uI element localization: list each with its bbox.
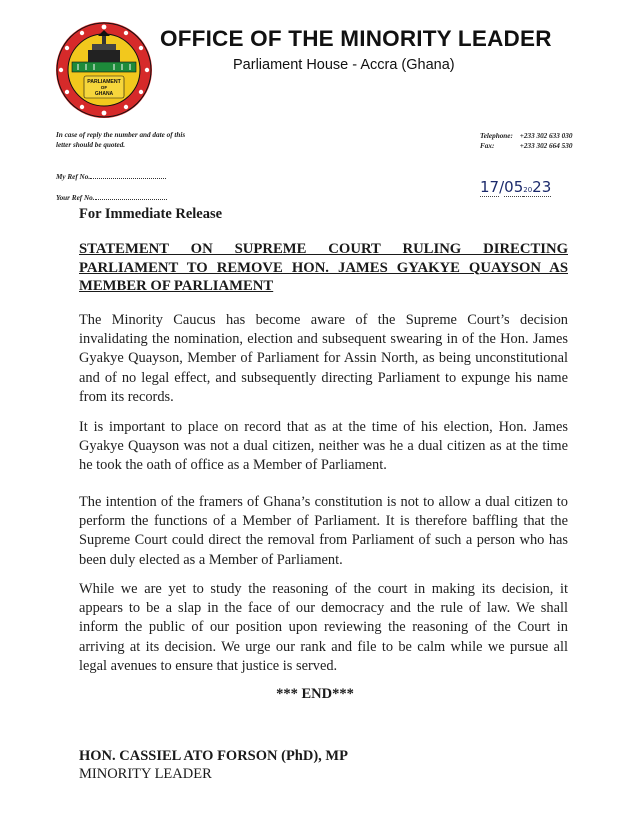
crest-lettering-1: PARLIAMENT [87,79,121,85]
end-marker: *** END*** [276,686,354,702]
fax-label: Fax: [480,142,495,150]
reply-note: In case of reply the number and date of this letter should be quoted. [56,131,186,149]
telephone-number-1: +233 302 633 030 [519,132,573,140]
contact-block [480,131,572,151]
fax-row [480,141,572,151]
my-ref [56,172,166,181]
telephone-row [480,131,572,141]
parliament-crest-icon [54,20,154,120]
your-ref [56,193,167,202]
paragraph-4: While we are yet to study the reasoning of the court in making its decision, it appears to be a slap in the face of our democracy and the rule of law. We shall inform the public of our position upon reviewing the reasoning of the Court in arriving at its decision. We urge our rank and file to be calm while we pursue all legal avenues to ensure that justice is served. [79,581,568,674]
crest-lettering-2: OF [100,85,108,90]
telephone-label: Telephone: [480,132,513,140]
paragraph-1: The Minority Caucus has become aware of the Supreme Court’s decision invalidating the nomination, election and subsequent swearing in of the Hon. James Gyakye Quayson, Member of Parliament for Assin North, as being unconstitutional and of no legal effect, and subsequently directing Parliament to expunge his name from its records. [79,312,568,405]
your-ref-line [95,193,167,200]
paragraph-2: It is important to place on record that as at the time of his election, Hon. James Gyakye Quayson was not a dual citizen, neither was he a dual citizen as at the time he took the oath of office as a Member of Parliament. [79,419,568,474]
crest-lettering-3: GHANA [94,91,114,97]
signatory-name: HON. CASSIEL ATO FORSON (PhD), MP [79,748,348,764]
office-address: Parliament House - Accra (Ghana) [233,57,455,73]
paragraph-3: The intention of the framers of Ghana’s constitution is not to allow a dual citizen to perform the functions of a Member of Parliament. It is therefore baffling that the Supreme Court could direct the removal from Parliament of such a person who has been duly elected as a Member of Parliament. [79,494,568,568]
office-title: OFFICE OF THE MINORITY LEADER [160,26,552,51]
release-label: For Immediate Release [79,206,223,222]
telephone-number-2: +233 302 664 530 [519,142,573,150]
date-year: 23 [532,178,552,196]
my-ref-line [90,172,166,179]
date-century: 20 [523,186,533,194]
date-day: 17 [480,178,500,196]
your-ref-label: Your Ref No. [56,194,95,202]
statement-headline: STATEMENT ON SUPREME COURT RULING DIRECTING PARLIAMENT TO REMOVE HON. JAMES GYAKYE QUAYSON AS MEMBER OF PARLIAMENT [79,241,568,294]
signatory-role: MINORITY LEADER [79,766,212,782]
handwritten-date: 17/052023 [480,178,552,196]
my-ref-label: My Ref No. [56,173,91,181]
date-month: 05 [504,178,524,196]
